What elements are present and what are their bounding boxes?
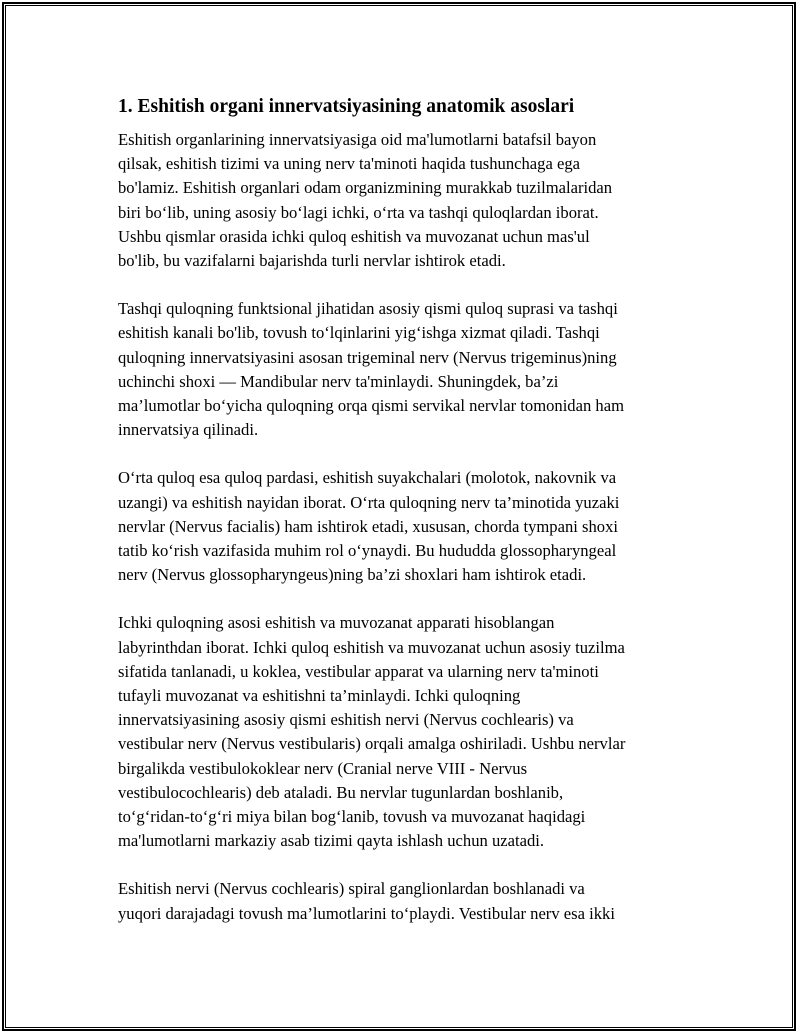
- text-line: uchinchi shoxi — Mandibular nerv ta'minlaydi. Shuningdek, ba’zi: [118, 371, 559, 391]
- text-line: innervatsiya qilinadi.: [118, 420, 259, 440]
- text-line: bo'lamiz. Eshitish organlari odam organizmining murakkab tuzilmalaridan: [118, 178, 613, 198]
- text-line: tatib ko‘rish vazifasida muhim rol o‘ynaydi. Bu hududda glossopharyngeal: [118, 541, 617, 561]
- text-line: vestibular nerv (Nervus vestibularis) orqali amalga oshiriladi. Ushbu nervlar: [118, 734, 626, 754]
- text-line: to‘g‘ridan-to‘g‘ri miya bilan bog‘lanib, tovush va muvozanat haqidagi: [118, 807, 586, 827]
- text-line: nervlar (Nervus facialis) ham ishtirok etadi, xususan, chorda tympani shoxi: [118, 516, 618, 536]
- text-line: vestibulocochlearis) deb ataladi. Bu nervlar tugunlardan boshlanib,: [118, 782, 564, 802]
- text-line: uzangi) va eshitish nayidan iborat. O‘rta quloqning nerv ta’minotida yuzaki: [118, 492, 620, 512]
- text-line: quloqning innervatsiyasini asosan trigeminal nerv (Nervus trigeminus)ning: [118, 347, 617, 367]
- text-line: tufayli muvozanat va eshitishni ta’minlaydi. Ichki quloqning: [118, 686, 521, 706]
- paragraph: [118, 466, 684, 587]
- text-line: ma'lumotlarni markaziy asab tizimi qayta ishlash uchun uzatadi.: [118, 831, 545, 851]
- paragraph: [118, 611, 684, 853]
- text-line: Ushbu qismlar orasida ichki quloq eshitish va muvozanat uchun mas'ul: [118, 226, 590, 246]
- document-body: [118, 94, 684, 950]
- text-line: ma’lumotlar bo‘yicha quloqning orqa qismi servikal nervlar tomonidan ham: [118, 396, 624, 416]
- paragraph: [118, 128, 684, 273]
- text-line: Eshitish organlarining innervatsiyasiga oid ma'lumotlarni batafsil bayon: [118, 130, 597, 149]
- text-line: nerv (Nervus glossopharyngeus)ning ba’zi shoxlari ham ishtirok etadi.: [118, 565, 587, 585]
- text-line: labyrinthdan iborat. Ichki quloq eshitish va muvozanat uchun asosiy tuzilma: [118, 637, 625, 657]
- text-line: bo'lib, bu vazifalarni bajarishda turli nervlar ishtirok etadi.: [118, 251, 506, 271]
- section-heading: 1. Eshitish organi innervatsiyasining anatomik asoslari: [118, 96, 575, 117]
- text-line: sifatida tanlanadi, u koklea, vestibular apparat va ularning nerv ta'minoti: [118, 661, 599, 681]
- text-line: Eshitish nervi (Nervus cochlearis) spiral ganglionlardan boshlanadi va: [118, 879, 585, 899]
- text-line: biri bo‘lib, uning asosiy bo‘lagi ichki, o‘rta va tashqi quloqlardan iborat.: [118, 202, 599, 222]
- text-line: eshitish kanali bo'lib, tovush to‘lqinlarini yig‘ishga xizmat qiladi. Tashqi: [118, 323, 600, 343]
- paragraph-container: [118, 128, 684, 926]
- text-line: yuqori darajadagi tovush ma’lumotlarini to‘playdi. Vestibular nerv esa ikki: [118, 903, 615, 923]
- paragraph: [118, 297, 684, 442]
- text-line: innervatsiyasining asosiy qismi eshitish nervi (Nervus cochlearis) va: [118, 710, 574, 730]
- text-line: qilsak, eshitish tizimi va uning nerv ta'minoti haqida tushunchaga ega: [118, 154, 580, 174]
- text-line: birgalikda vestibulokoklear nerv (Cranial nerve VIII - Nervus: [118, 758, 528, 778]
- text-line: Tashqi quloqning funktsional jihatidan asosiy qismi quloq suprasi va tashqi: [118, 299, 618, 319]
- text-line: O‘rta quloq esa quloq pardasi, eshitish suyakchalari (molotok, nakovnik va: [118, 468, 617, 488]
- text-line: Ichki quloqning asosi eshitish va muvozanat apparati hisoblangan: [118, 613, 555, 633]
- paragraph: [118, 877, 684, 925]
